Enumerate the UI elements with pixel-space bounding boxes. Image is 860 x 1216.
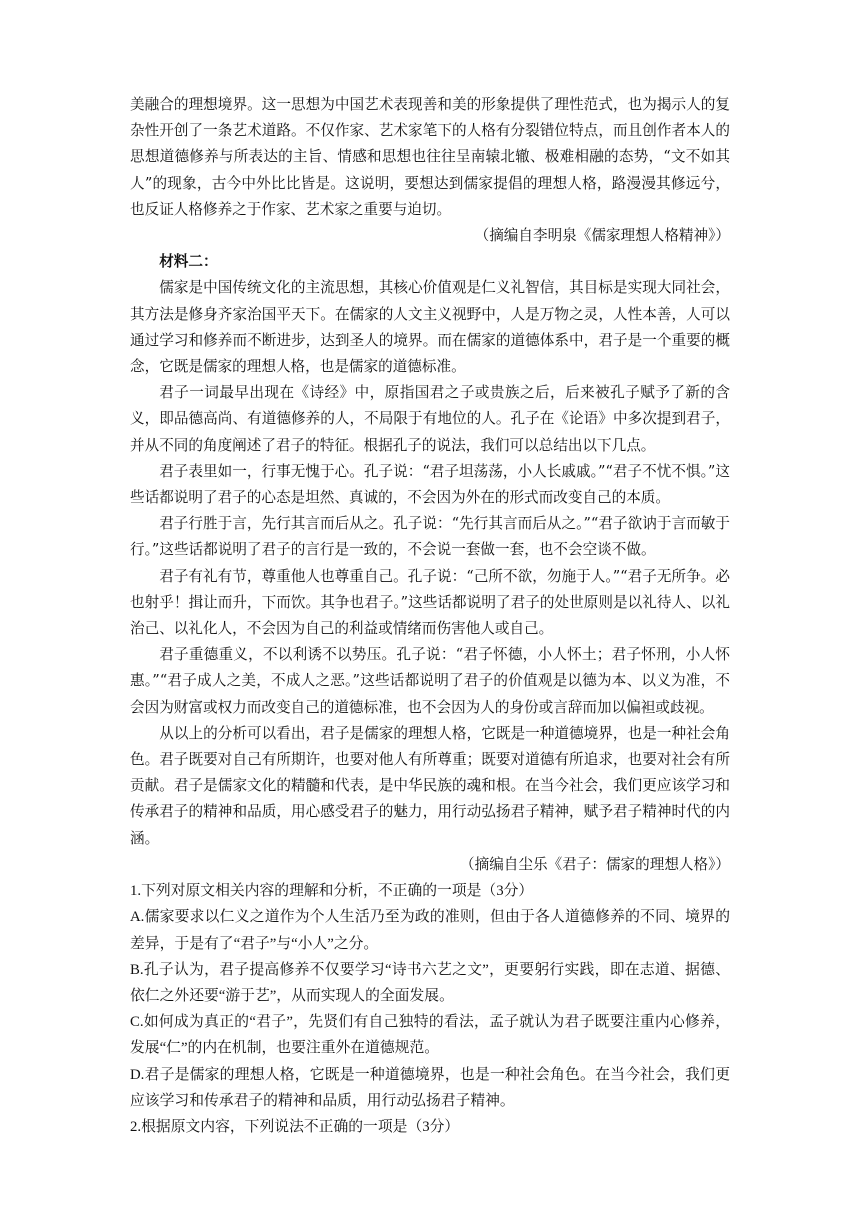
material1-source: （摘编自李明泉《儒家理想人格精神》） — [474, 227, 730, 245]
question-1-option-b: B.孔子认为，君子提高修养不仅要学习“诗书六艺之文”，更要躬行实践，即在志道、据德、依仁之外还要“游于艺”，从而实现人的全面发展。 — [130, 961, 730, 1004]
material2-paragraph: 君子表里如一，行事无愧于心。孔子说：“君子坦荡荡，小人长戚戚。”“君子不忧不惧。”这些话都说明了君子的心态是坦然、真诚的，不会因为外在的形式而改变自己的本质。 — [130, 462, 730, 507]
material2-paragraph: 君子重德重义，不以利诱不以势压。孔子说：“君子怀德，小人怀土；君子怀刑，小人怀惠。”“君子成人之美，不成人之恶。”这些话都说明了君子的价值观是以德为本、以义为准，不会因为财富或权力而改变自己的道德标准，也不会因为人的身份或言辞而加以偏袒或歧视。 — [130, 646, 730, 716]
question-2-stem: 2.根据原文内容，下列说法不正确的一项是（3分） — [130, 1118, 460, 1135]
material2-paragraph: 儒家是中国传统文化的主流思想，其核心价值观是仁义礼智信，其目标是实现大同社会，其方法是修身齐家治国平天下。在儒家的人文主义视野中，人是万物之灵，人性本善，人可以通过学习和修养而不断进步，达到圣人的境界。而在儒家的道德体系中，君子是一个重要的概念，它既是儒家的理想人格，也是儒家的道德标准。 — [130, 279, 730, 376]
material2-paragraph: 君子一词最早出现在《诗经》中，原指国君之子或贵族之后，后来被孔子赋予了新的含义，即品德高尚、有道德修养的人，不局限于有地位的人。孔子在《论语》中多次提到君子，并从不同的角度阐述了君子的特征。根据孔子的说法，我们可以总结出以下几点。 — [130, 384, 730, 454]
material1-tail-paragraph: 美融合的理想境界。这一思想为中国艺术表现善和美的形象提供了理性范式，也为揭示人的复杂性开创了一条艺术道路。不仅作家、艺术家笔下的人格有分裂错位特点，而且创作者本人的思想道德修养与所表达的主旨、情感和思想也往往呈南辕北辙、极难相融的态势，“文不如其人”的现象，古今中外比比皆是。这说明，要想达到儒家提倡的理想人格，路漫漫其修远兮，也反证人格修养之于作家、艺术家之重要与迫切。 — [130, 96, 730, 218]
material2-paragraph: 君子有礼有节，尊重他人也尊重自己。孔子说：“己所不欲，勿施于人。”“君子无所争。必也射乎！揖让而升，下而饮。其争也君子。”这些话都说明了君子的处世原则是以礼待人、以礼治己、以礼化人，不会因为自己的利益或情绪而伤害他人或自己。 — [130, 567, 730, 638]
question-1-option-c: C.如何成为真正的“君子”，先贤们有自己独特的看法，孟子就认为君子既要注重内心修养，发展“仁”的内在机制，也要注重外在道德规范。 — [130, 1014, 730, 1057]
material2-heading: 材料二： — [159, 253, 218, 271]
document-page — [130, 92, 730, 1140]
question-1-option-a: A.儒家要求以仁义之道作为个人生活乃至为政的准则，但由于各人道德修养的不同、境界的差异，于是有了“君子”与“小人”之分。 — [130, 909, 730, 952]
material2-paragraph: 从以上的分析可以看出，君子是儒家的理想人格，它既是一种道德境界，也是一种社会角色。君子既要对自己有所期许，也要对他人有所尊重；既要对道德有所追求，也要对社会有所贡献。君子是儒家文化的精髓和代表，是中华民族的魂和根。在当今社会，我们更应该学习和传承君子的精神和品质，用心感受君子的魅力，用行动弘扬君子精神，赋予君子精神时代的内涵。 — [130, 724, 730, 847]
material2-source: （摘编自尘乐《君子：儒家的理想人格》） — [460, 855, 730, 873]
question-1-option-d: D.君子是儒家的理想人格，它既是一种道德境界，也是一种社会角色。在当今社会，我们更应该学习和传承君子的精神和品质，用行动弘扬君子精神。 — [130, 1066, 730, 1109]
material2-paragraph: 君子行胜于言，先行其言而后从之。孔子说：“先行其言而后从之。”“君子欲讷于言而敏于行。”这些话都说明了君子的言行是一致的，不会说一套做一套，也不会空谈不做。 — [130, 515, 730, 559]
question-1-stem: 1.下列对原文相关内容的理解和分析，不正确的一项是（3分） — [130, 883, 534, 900]
